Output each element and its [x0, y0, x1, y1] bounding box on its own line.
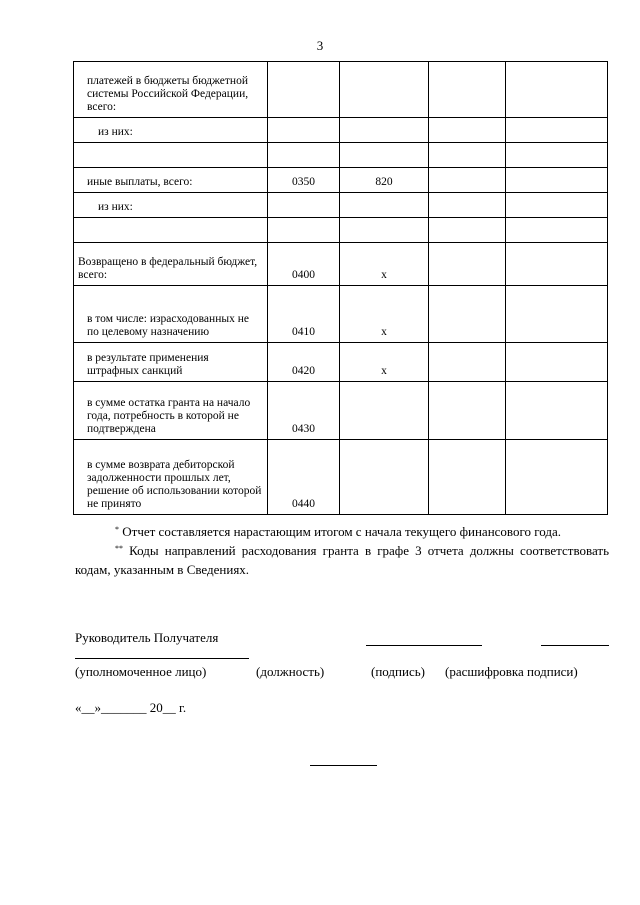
row-label — [74, 143, 268, 168]
row-label: из них: — [74, 193, 268, 218]
row-code — [268, 118, 340, 143]
footnote-1 — [75, 522, 609, 541]
table-row — [74, 343, 608, 382]
row-value-1 — [429, 62, 506, 118]
row-code: 0400 — [268, 243, 340, 286]
end-separator — [310, 765, 377, 766]
row-value-1 — [429, 168, 506, 193]
table-row — [74, 218, 608, 243]
row-value-2 — [506, 193, 608, 218]
row-value-2 — [506, 118, 608, 143]
row-kosgu — [340, 218, 429, 243]
row-label: в сумме возврата дебиторской задолженности прошлых лет, решение об использовании которой не принято — [74, 440, 268, 515]
row-kosgu — [340, 143, 429, 168]
footnote-2 — [75, 541, 609, 579]
position-caption: (должность) — [256, 664, 325, 679]
row-code: 0420 — [268, 343, 340, 382]
row-label: в сумме остатка гранта на начало года, потребность в которой не подтверждена — [74, 382, 268, 440]
row-value-2 — [506, 218, 608, 243]
row-value-1 — [429, 118, 506, 143]
row-label: Возвращено в федеральный бюджет, всего: — [74, 243, 268, 286]
table-row — [74, 193, 608, 218]
decoding-caption: (расшифровка подписи) — [445, 664, 578, 679]
date-line: «__»_______ 20__ г. — [75, 700, 187, 715]
authorized-line — [75, 658, 249, 659]
table-row — [74, 382, 608, 440]
row-value-2 — [506, 286, 608, 343]
row-value-2 — [506, 143, 608, 168]
table-row — [74, 62, 608, 118]
row-value-2 — [506, 62, 608, 118]
row-kosgu — [340, 118, 429, 143]
row-value-1 — [429, 143, 506, 168]
row-label: из них: — [74, 118, 268, 143]
signature-caption: (подпись) — [371, 664, 425, 679]
footnote-2-mark: ** — [115, 544, 123, 553]
row-kosgu: x — [340, 343, 429, 382]
row-value-2 — [506, 382, 608, 440]
table-row — [74, 440, 608, 515]
row-label: в том числе: израсходованных не по целевому назначению — [74, 286, 268, 343]
table-row — [74, 168, 608, 193]
row-value-2 — [506, 440, 608, 515]
decoding-line — [541, 645, 609, 646]
row-value-2 — [506, 168, 608, 193]
signature-line — [366, 645, 482, 646]
row-value-1 — [429, 343, 506, 382]
row-value-1 — [429, 243, 506, 286]
row-kosgu — [340, 382, 429, 440]
row-code — [268, 143, 340, 168]
row-kosgu — [340, 62, 429, 118]
row-code — [268, 218, 340, 243]
row-value-1 — [429, 382, 506, 440]
row-kosgu: 820 — [340, 168, 429, 193]
footnotes — [75, 522, 609, 579]
row-label: иные выплаты, всего: — [74, 168, 268, 193]
row-value-1 — [429, 218, 506, 243]
footnote-1-mark: * — [115, 525, 119, 534]
footnote-2-text: Коды направлений расходования гранта в графе 3 отчета должны соответствовать кодам, указанным в Сведениях. — [75, 543, 610, 577]
row-value-2 — [506, 243, 608, 286]
table-row — [74, 243, 608, 286]
footnote-1-text: Отчет составляется нарастающим итогом с начала текущего финансового года. — [122, 524, 561, 539]
row-kosgu: x — [340, 286, 429, 343]
authorized-caption: (уполномоченное лицо) — [75, 664, 207, 679]
table-row — [74, 118, 608, 143]
row-code: 0440 — [268, 440, 340, 515]
table-row — [74, 286, 608, 343]
row-code — [268, 62, 340, 118]
row-code — [268, 193, 340, 218]
report-table — [73, 61, 608, 515]
row-value-1 — [429, 193, 506, 218]
row-value-2 — [506, 343, 608, 382]
page-number: 3 — [316, 38, 324, 53]
row-label: в результате применения штрафных санкций — [74, 343, 268, 382]
table-row — [74, 143, 608, 168]
row-code: 0350 — [268, 168, 340, 193]
row-kosgu — [340, 193, 429, 218]
row-label: платежей в бюджеты бюджетной системы Российской Федерации, всего: — [74, 62, 268, 118]
row-label — [74, 218, 268, 243]
head-label: Руководитель Получателя — [75, 630, 219, 645]
row-code: 0430 — [268, 382, 340, 440]
row-kosgu — [340, 440, 429, 515]
row-value-1 — [429, 440, 506, 515]
row-value-1 — [429, 286, 506, 343]
row-kosgu: x — [340, 243, 429, 286]
row-code: 0410 — [268, 286, 340, 343]
